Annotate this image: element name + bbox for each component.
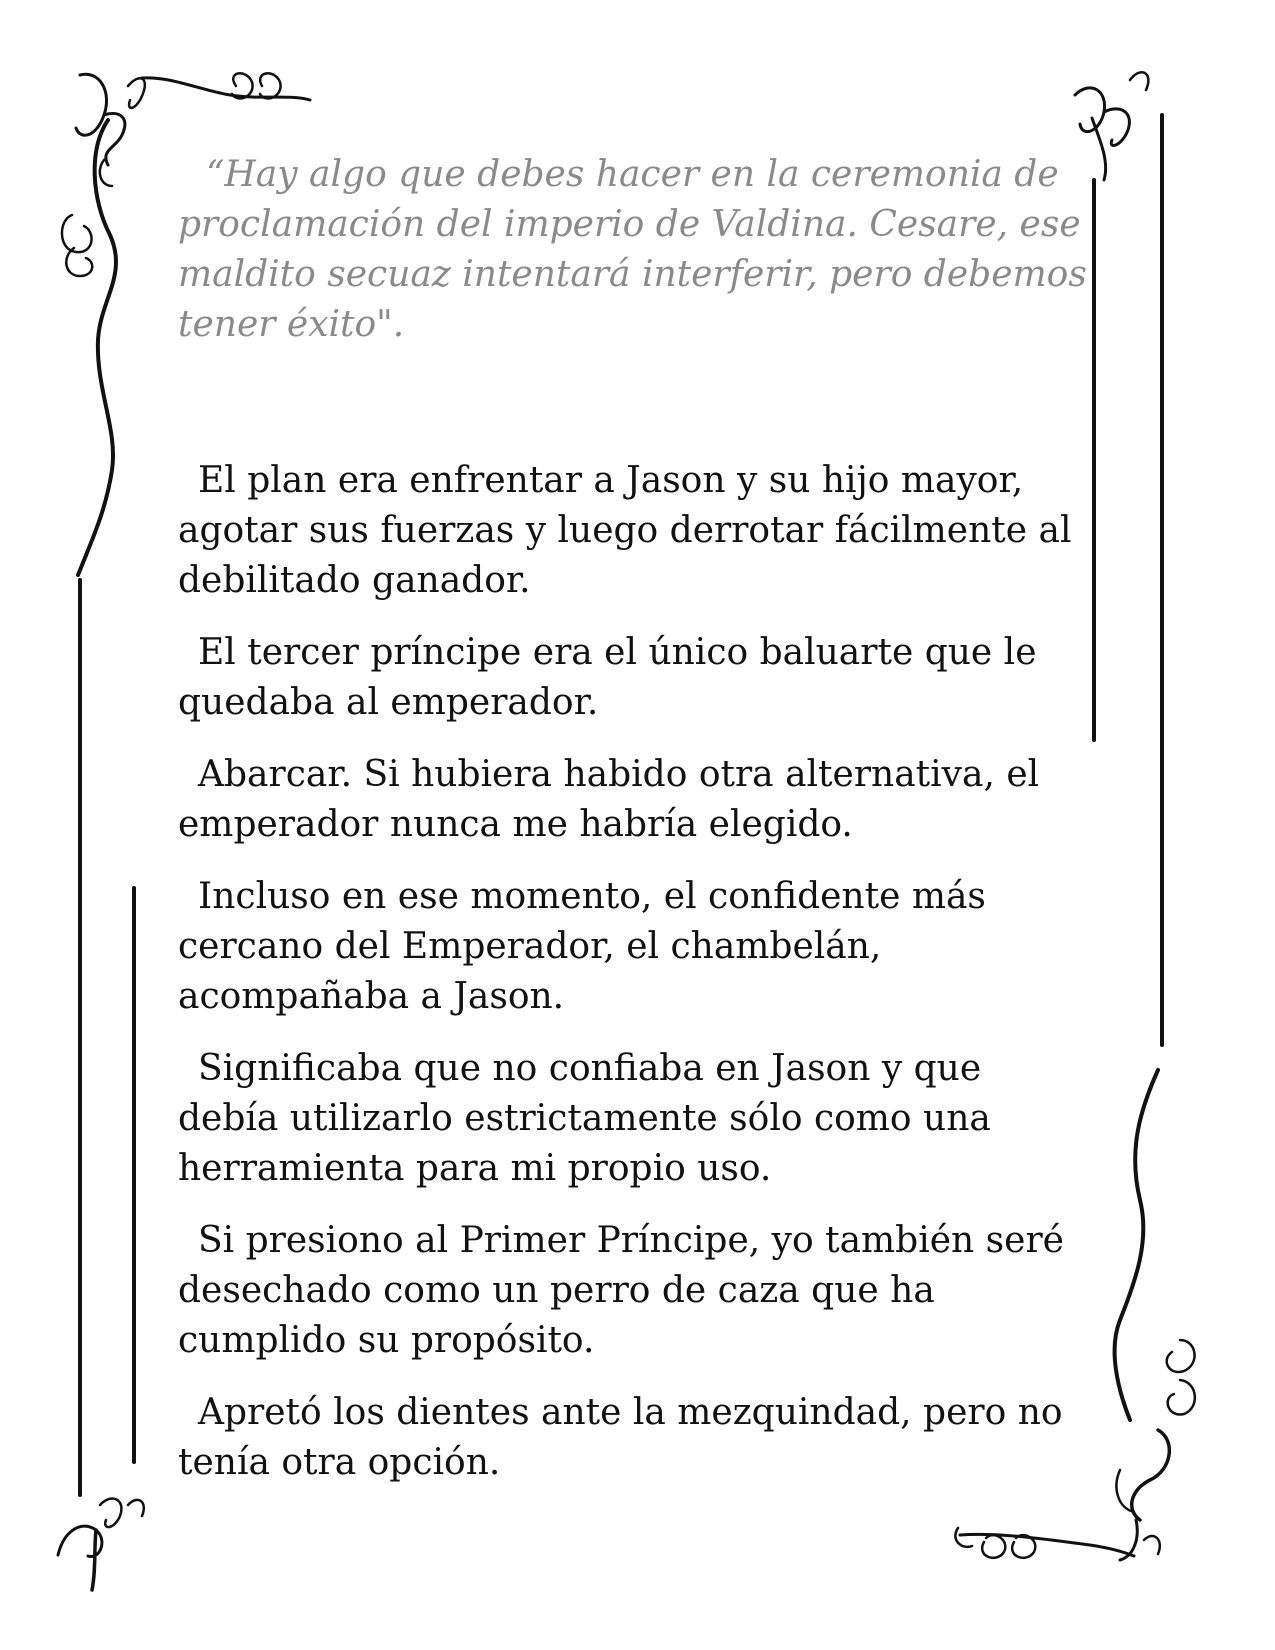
left-vertical-rules <box>80 580 134 1495</box>
paragraph-1: El plan era enfrentar a Jason y su hijo mayor, agotar sus fuerzas y luego derrotar fácilmente al debilitado ganador. <box>178 460 1072 601</box>
italic-quote: “Hay algo que debes hacer en la ceremonia de proclamación del imperio de Valdina. Cesare, ese maldito secuaz intentará interferir, pero debemos tener éxito". <box>178 154 1087 345</box>
paragraph-6: Si presiono al Primer Príncipe, yo también seré desechado como un perro de caza que ha cumplido su propósito. <box>178 1220 1064 1361</box>
top-right-flourish-icon <box>1075 72 1162 1045</box>
paragraph-4: Incluso en ese momento, el confidente más cercano del Emperador, el chambelán, acompañaba a Jason. <box>178 876 986 1017</box>
paragraph-2: El tercer príncipe era el único baluarte que le quedaba al emperador. <box>178 632 1037 723</box>
paragraph-5: Significaba que no confiaba en Jason y que debía utilizarlo estrictamente sólo como una herramienta para mi propio uso. <box>178 1048 991 1189</box>
page-text <box>178 150 1088 1510</box>
paragraph-3: Abarcar. Si hubiera habido otra alternativa, el emperador nunca me habría elegido. <box>178 754 1040 845</box>
paragraph-7: Apretó los dientes ante la mezquindad, pero no tenía otra opción. <box>178 1392 1063 1483</box>
bottom-left-flourish-icon <box>58 1499 144 1590</box>
